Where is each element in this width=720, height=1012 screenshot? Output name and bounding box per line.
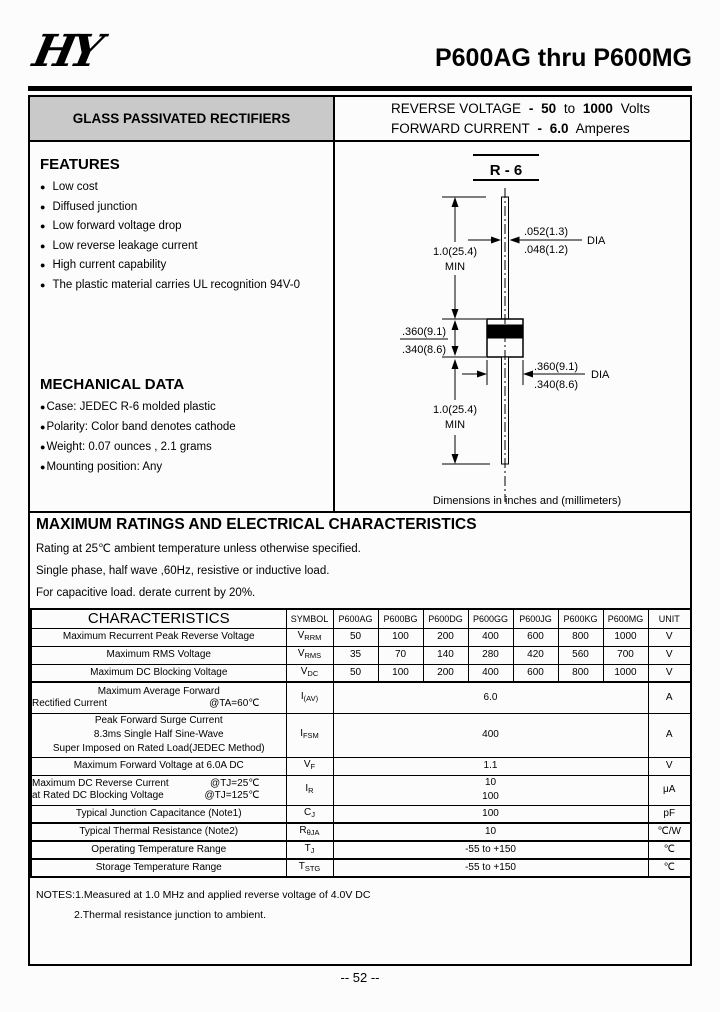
fc-dash: - bbox=[537, 120, 543, 136]
col-part: P600KG bbox=[558, 609, 603, 628]
row-symbol: $V_{RMS}$ bbox=[286, 646, 333, 664]
list-item bbox=[40, 240, 327, 253]
table-row bbox=[31, 713, 691, 757]
fc-value: 6.0 bbox=[549, 120, 569, 136]
row-symbol: $V_{RRM}$ bbox=[286, 628, 333, 646]
list-item bbox=[40, 279, 327, 292]
cell-value-span: -55 to +150 bbox=[333, 841, 648, 859]
row-symbol: $T_J$ bbox=[286, 841, 333, 859]
lead-dia-max-label: .052(1.3) bbox=[523, 226, 569, 238]
cell-unit: μA bbox=[648, 775, 691, 805]
table-row bbox=[31, 823, 691, 841]
row-symbol: $I_{(AV)}$ bbox=[286, 682, 333, 713]
cell-value-span: 10 100 bbox=[333, 775, 648, 805]
cell-value: 50 bbox=[333, 664, 378, 682]
bullet-icon: ● bbox=[40, 441, 46, 452]
cell-unit: ℃/W bbox=[648, 823, 691, 841]
characteristics-table bbox=[30, 608, 692, 878]
reverse-voltage-line bbox=[391, 99, 690, 119]
row-symbol: $V_F$ bbox=[286, 757, 333, 775]
list-item bbox=[40, 441, 327, 454]
top-lead-min-label: MIN bbox=[444, 261, 466, 273]
brand-logo: HY bbox=[28, 26, 103, 77]
body-dia-label: DIA bbox=[591, 369, 610, 381]
r6-outline-drawing bbox=[335, 142, 690, 511]
cell-value: 200 bbox=[423, 628, 468, 646]
table-row bbox=[31, 628, 691, 646]
cell-value: 400 bbox=[468, 628, 513, 646]
features-and-drawing bbox=[30, 142, 690, 513]
ratings-intro bbox=[30, 513, 690, 608]
forward-current-line bbox=[391, 119, 690, 139]
summary-header bbox=[30, 97, 690, 142]
ratings-condition: Single phase, half wave ,60Hz, resistive or inductive load. bbox=[36, 565, 330, 577]
cell-value-span: 400 bbox=[333, 713, 648, 757]
mechanical-title: MECHANICAL DATA bbox=[40, 375, 185, 393]
ratings-condition: Rating at 25℃ ambient temperature unless otherwise specified. bbox=[36, 543, 361, 555]
row-label: Maximum DC Blocking Voltage bbox=[31, 664, 286, 682]
cell-value: 800 bbox=[558, 628, 603, 646]
bullet-icon: ● bbox=[40, 401, 46, 412]
dimension-caption: Dimensions in inches and (millimeters) bbox=[432, 495, 622, 507]
row-label: Storage Temperature Range bbox=[31, 859, 286, 877]
mechanical-text: Weight: 0.07 ounces , 2.1 grams bbox=[46, 440, 212, 453]
cell-value: 100 bbox=[378, 628, 423, 646]
bullet-icon: ● bbox=[40, 182, 46, 192]
cell-value: 700 bbox=[603, 646, 648, 664]
content-frame bbox=[28, 95, 692, 966]
row-label: Maximum Forward Voltage at 6.0A DC bbox=[31, 757, 286, 775]
cell-unit: ℃ bbox=[648, 859, 691, 877]
ratings-summary bbox=[335, 97, 690, 140]
list-item bbox=[40, 181, 327, 194]
col-part: P600DG bbox=[423, 609, 468, 628]
bullet-icon: ● bbox=[40, 260, 46, 270]
table-header-row bbox=[31, 609, 691, 628]
table-row bbox=[31, 841, 691, 859]
cell-value: 50 bbox=[333, 628, 378, 646]
cell-value-span: 1.1 bbox=[333, 757, 648, 775]
bottom-lead-length-label: 1.0(25.4) bbox=[432, 404, 478, 416]
cell-value: 400 bbox=[468, 664, 513, 682]
cell-value: 140 bbox=[423, 646, 468, 664]
header-rule bbox=[28, 86, 692, 91]
features-list bbox=[40, 181, 327, 292]
table-row bbox=[31, 805, 691, 823]
table-row bbox=[31, 646, 691, 664]
cell-unit: A bbox=[648, 713, 691, 757]
cell-value-span: 10 bbox=[333, 823, 648, 841]
cell-value: 200 bbox=[423, 664, 468, 682]
cell-unit: V bbox=[648, 646, 691, 664]
col-symbol: SYMBOL bbox=[286, 609, 333, 628]
list-item bbox=[40, 220, 327, 233]
list-item bbox=[40, 259, 327, 272]
notes bbox=[30, 878, 690, 925]
col-part: P600AG bbox=[333, 609, 378, 628]
list-item bbox=[40, 401, 327, 414]
col-part: P600JG bbox=[513, 609, 558, 628]
page-number: -- 52 -- bbox=[340, 970, 380, 985]
cell-value: 420 bbox=[513, 646, 558, 664]
row-label: Typical Junction Capacitance (Note1) bbox=[31, 805, 286, 823]
cell-value: 1000 bbox=[603, 628, 648, 646]
table-row bbox=[31, 859, 691, 877]
rv-dash: - bbox=[528, 100, 534, 116]
cell-value-span: 100 bbox=[333, 805, 648, 823]
product-category: GLASS PASSIVATED RECTIFIERS bbox=[30, 97, 335, 140]
cell-value: 280 bbox=[468, 646, 513, 664]
cell-value: 100 bbox=[378, 664, 423, 682]
table-row bbox=[31, 775, 691, 805]
package-name: R - 6 bbox=[489, 162, 523, 179]
bullet-icon: ● bbox=[40, 421, 46, 432]
col-part: P600GG bbox=[468, 609, 513, 628]
feature-text: Diffused junction bbox=[52, 200, 138, 213]
cell-value: 1000 bbox=[603, 664, 648, 682]
bullet-icon: ● bbox=[40, 461, 46, 472]
row-symbol: $R_{\theta JA}$ bbox=[286, 823, 333, 841]
table-row bbox=[31, 757, 691, 775]
note-line: 2.Thermal resistance junction to ambient. bbox=[74, 909, 267, 921]
cell-value: 600 bbox=[513, 628, 558, 646]
rv-max: 1000 bbox=[582, 100, 613, 116]
cell-value-span: -55 to +150 bbox=[333, 859, 648, 877]
cell-value: 70 bbox=[378, 646, 423, 664]
col-part: P600MG bbox=[603, 609, 648, 628]
row-label: Maximum RMS Voltage bbox=[31, 646, 286, 664]
body-length-max-label: .360(9.1) bbox=[401, 326, 447, 338]
cell-unit: V bbox=[648, 757, 691, 775]
table-row bbox=[31, 682, 691, 713]
rv-min: 50 bbox=[541, 100, 557, 116]
row-label: Operating Temperature Range bbox=[31, 841, 286, 859]
rv-label: REVERSE VOLTAGE bbox=[391, 100, 522, 116]
ratings-condition: For capacitive load. derate current by 20%. bbox=[36, 587, 256, 599]
top-lead-length-label: 1.0(25.4) bbox=[432, 246, 478, 258]
row-label: Maximum DC Reverse Current @TJ=25℃ at Rated DC Blocking Voltage @TJ=125℃ bbox=[31, 775, 286, 805]
note-line: NOTES:1.Measured at 1.0 MHz and applied reverse voltage of 4.0V DC bbox=[36, 889, 371, 901]
fc-label: FORWARD CURRENT bbox=[391, 120, 530, 136]
feature-text: The plastic material carries UL recognition 94V-0 bbox=[52, 278, 301, 291]
table-row bbox=[31, 664, 691, 682]
feature-text: High current capability bbox=[52, 259, 167, 271]
cell-value-span: 6.0 bbox=[333, 682, 648, 713]
feature-text: Low cost bbox=[52, 181, 98, 193]
list-item bbox=[40, 461, 327, 474]
row-symbol: $C_J$ bbox=[286, 805, 333, 823]
row-label: Maximum Recurrent Peak Reverse Voltage bbox=[31, 628, 286, 646]
row-label: Maximum Average Forward Rectified Current @TA=60℃ bbox=[31, 682, 286, 713]
lead-dia-min-label: .048(1.2) bbox=[523, 244, 569, 256]
body-length-min-label: .340(8.6) bbox=[401, 344, 447, 356]
bullet-icon: ● bbox=[40, 279, 46, 290]
row-symbol: $I_R$ bbox=[286, 775, 333, 805]
cell-value: 600 bbox=[513, 664, 558, 682]
body-dia-min-label: .340(8.6) bbox=[533, 379, 579, 391]
bottom-lead-min-label: MIN bbox=[444, 419, 466, 431]
mechanical-text: Mounting position: Any bbox=[46, 460, 163, 473]
bullet-icon: ● bbox=[40, 221, 46, 231]
list-item bbox=[40, 201, 327, 214]
cell-unit: A bbox=[648, 682, 691, 713]
features-title: FEATURES bbox=[40, 156, 120, 173]
feature-text: Low reverse leakage current bbox=[52, 239, 198, 252]
row-symbol: $V_{DC}$ bbox=[286, 664, 333, 682]
body-dia-max-label: .360(9.1) bbox=[533, 361, 579, 373]
cell-unit: V bbox=[648, 664, 691, 682]
rv-unit: Volts bbox=[620, 100, 650, 116]
col-unit: UNIT bbox=[648, 609, 691, 628]
rv-to: to bbox=[563, 100, 576, 116]
fc-unit: Amperes bbox=[575, 120, 630, 136]
mechanical-text: Polarity: Color band denotes cathode bbox=[46, 420, 236, 433]
list-item bbox=[40, 421, 327, 434]
row-label: Typical Thermal Resistance (Note2) bbox=[31, 823, 286, 841]
mechanical-text: Case: JEDEC R-6 molded plastic bbox=[46, 400, 216, 413]
cell-unit: V bbox=[648, 628, 691, 646]
row-symbol: $T_{STG}$ bbox=[286, 859, 333, 877]
cell-unit: ℃ bbox=[648, 841, 691, 859]
feature-text: Low forward voltage drop bbox=[52, 220, 182, 232]
package-drawing bbox=[335, 142, 690, 511]
cell-value: 800 bbox=[558, 664, 603, 682]
mechanical-list bbox=[40, 401, 327, 474]
page-title: P600AG thru P600MG bbox=[434, 44, 692, 72]
col-part: P600BG bbox=[378, 609, 423, 628]
bullet-icon: ● bbox=[40, 240, 46, 251]
row-label: Peak Forward Surge Current 8.3ms Single Half Sine-Wave Super Imposed on Rated Load(JEDEC Method) bbox=[31, 713, 286, 757]
col-characteristics: CHARACTERISTICS bbox=[31, 609, 286, 628]
row-symbol: $I_{FSM}$ bbox=[286, 713, 333, 757]
bullet-icon: ● bbox=[40, 201, 46, 212]
cell-unit: pF bbox=[648, 805, 691, 823]
cell-value: 35 bbox=[333, 646, 378, 664]
left-column bbox=[30, 142, 335, 511]
cell-value: 560 bbox=[558, 646, 603, 664]
ratings-title: MAXIMUM RATINGS AND ELECTRICAL CHARACTERISTICS bbox=[36, 516, 477, 533]
lead-dia-label: DIA bbox=[587, 235, 606, 247]
